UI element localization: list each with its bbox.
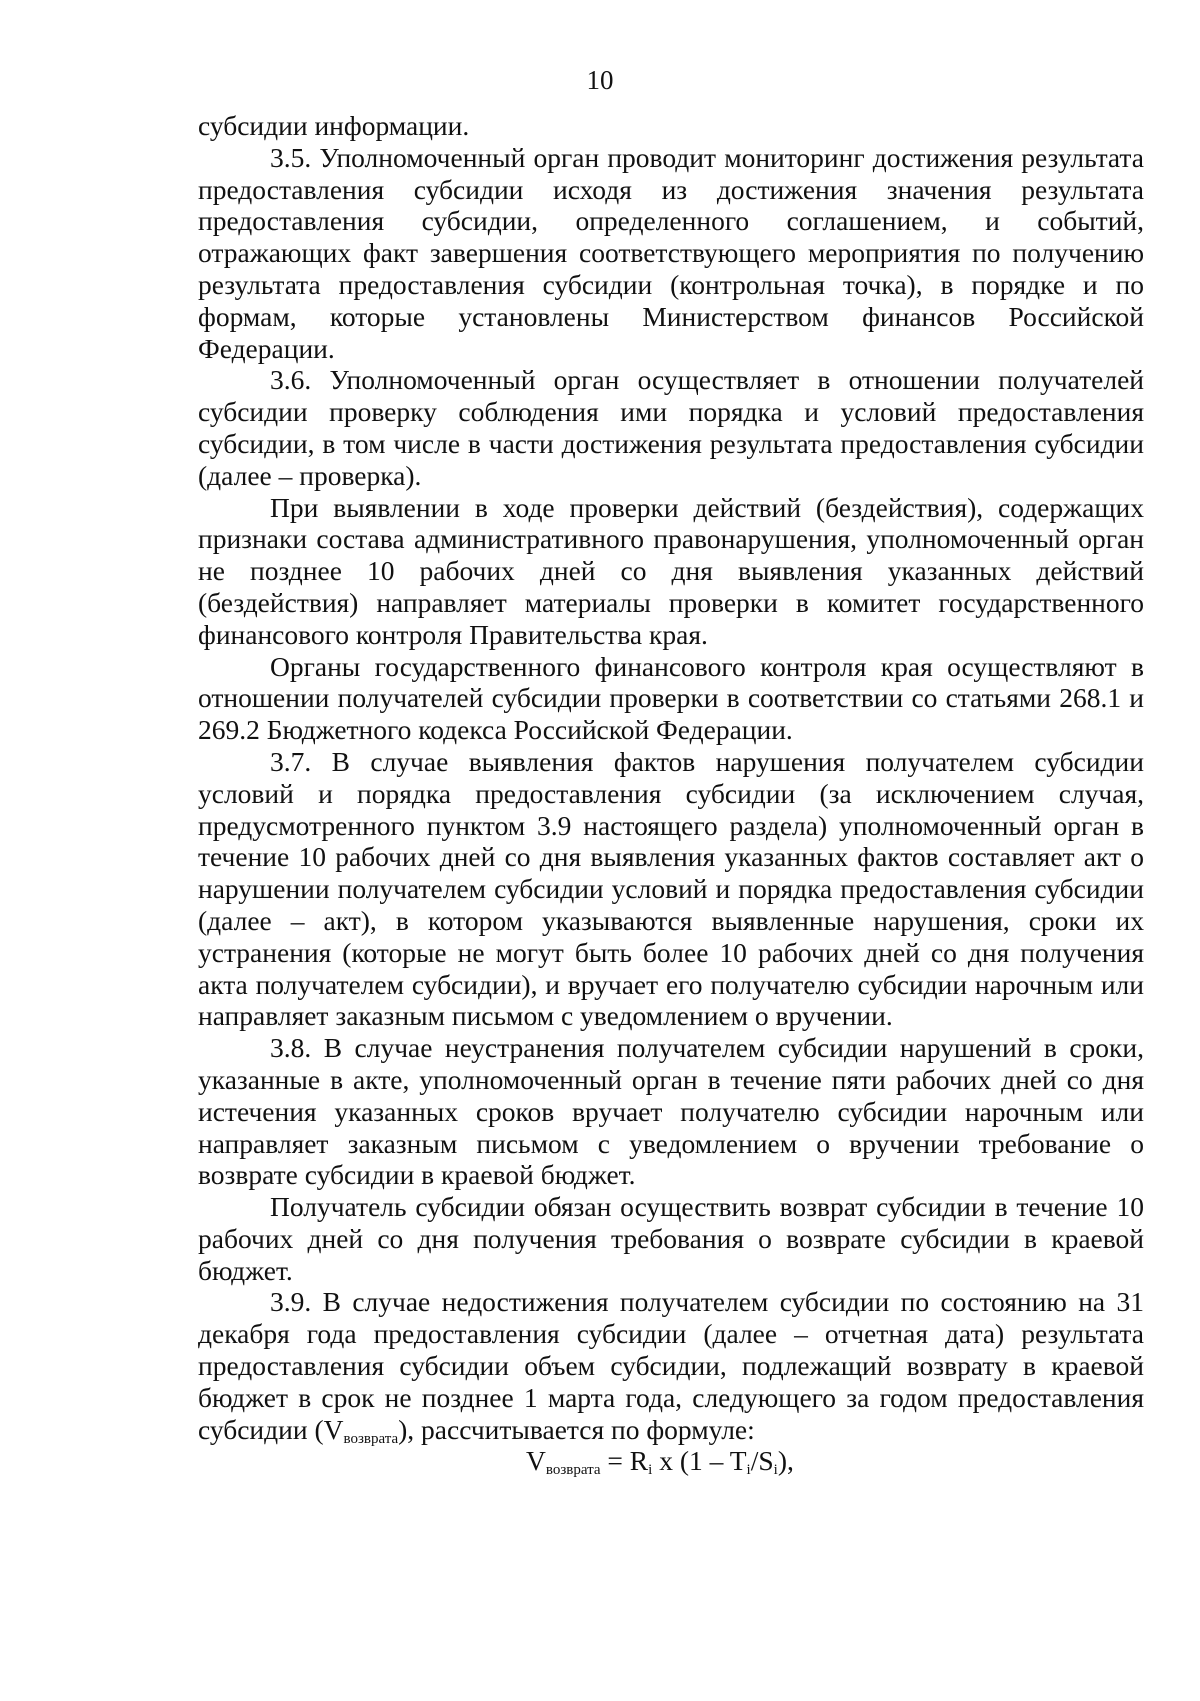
paragraph-3-9-tail: ), рассчитывается по формуле:: [398, 1413, 755, 1445]
formula-mid: x (1 – T: [652, 1445, 747, 1477]
paragraph-financial-control: Органы государственного финансового контроля края осуществляют в отношении получателей субсидии проверки в соответствии со статьями 268.1 и 269.2 Бюджетного кодекса Российской Федерации.: [198, 650, 1144, 746]
page-number: 10: [586, 65, 614, 95]
paragraph-3-8: 3.8. В случае неустранения получателем субсидии нарушений в сроки, указанные в акте, уполномоченный орган в течение пяти рабочих дней со дня истечения указанных сроков вручает получателю субсидии нарочным или направляет заказным письмом с уведомлением о вручении требование о возврате субсидии в краевой бюджет.: [198, 1032, 1144, 1191]
paragraph-3-5: 3.5. Уполномоченный орган проводит мониторинг достижения результата предоставления субсидии исходя из достижения значения результата предоставления субсидии, определенного соглашением, и событий, отражающих факт завершения соответствующего мероприятия по получению результата предоставления субсидии (контрольная точка), в порядке и по формам, которые установлены Министерством финансов Российской Федерации.: [198, 141, 1144, 364]
paragraph-3-9: [198, 1286, 1144, 1445]
document-body: [198, 110, 1144, 1477]
paragraph-3-7: 3.7. В случае выявления фактов нарушения получателем субсидии условий и порядка предоставления субсидии (за исключением случая, предусмотренного пунктом 3.9 настоящего раздела) уполномоченный орган в течение 10 рабочих дней со дня выявления указанных фактов составляет акт о нарушении получателем субсидии условий и порядка предоставления субсидии (далее – акт), в котором указываются выявленные нарушения, сроки их устранения (которые не могут быть более 10 рабочих дней со дня получения акта получателем субсидии), и вручает его получателю субсидии нарочным или направляет заказным письмом с уведомлением о вручении.: [198, 745, 1144, 1032]
formula-slash-s: /S: [750, 1445, 774, 1477]
paragraph-3-9-text: 3.9. В случае недостижения получателем субсидии по состоянию на 31 декабря года предоставления субсидии (далее – отчетная дата) результата предоставления субсидии объем субсидии, подлежащий возврату в краевой бюджет в срок не позднее 1 марта года, следующего за годом предоставления субсидии (V: [198, 1286, 1144, 1445]
formula-eq-r: = R: [600, 1445, 649, 1477]
formula-t-subscript: i: [746, 1462, 751, 1479]
paragraph: субсидии информации.: [198, 110, 470, 141]
formula-r-subscript: i: [648, 1462, 653, 1479]
paragraph-inspection-violations: При выявлении в ходе проверки действий (бездействия), содержащих признаки состава административного правонарушения, уполномоченный орган не позднее 10 рабочих дней со дня выявления указанных действий (бездействия) направляет материалы проверки в комитет государственного финансового контроля Правительства края.: [198, 491, 1144, 650]
formula-v: V: [526, 1445, 546, 1477]
subscript-text: возврата: [343, 1430, 399, 1447]
formula-s-subscript: i: [773, 1462, 778, 1479]
formula-v-subscript: возврата: [545, 1462, 601, 1479]
paragraph-refund-obligation: Получатель субсидии обязан осуществить возврат субсидии в течение 10 рабочих дней со дня получения требования о возврате субсидии в краевой бюджет.: [198, 1191, 1144, 1286]
refund-formula: [198, 1445, 1144, 1477]
paragraph-3-6: 3.6. Уполномоченный орган осуществляет в отношении получателей субсидии проверку соблюдения ими порядка и условий предоставления субсидии, в том числе в части достижения результата предоставления субсидии (далее – проверка).: [198, 364, 1144, 491]
formula-end: ),: [777, 1445, 794, 1477]
